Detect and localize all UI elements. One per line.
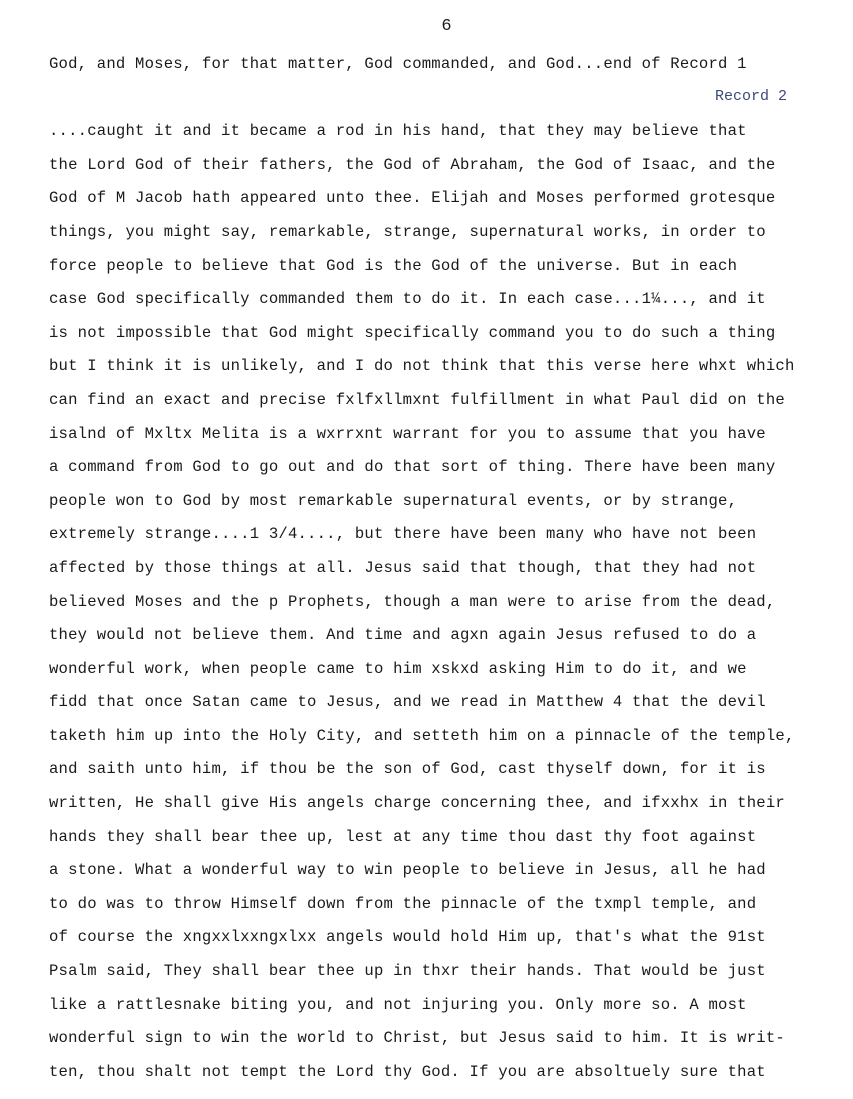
text-line: ten, thou shalt not tempt the Lord thy God. If you are absoltuely sure that [49,1062,766,1081]
text-line: of course the xngxxlxxngxlxx angels would hold Him up, that's what the 91st [49,928,766,947]
text-line: to do was to throw Himself down from the pinnacle of the txmpl temple, and [49,894,757,913]
text-line: like a rattlesnake biting you, and not injuring you. Only more so. A most [49,995,747,1014]
text-line: written, He shall give His angels charge concerning thee, and ifxxhx in their [49,794,785,813]
text-line: extremely strange....1 3/4...., but there have been many who have not been [49,525,757,544]
body-text [49,48,849,1089]
record-label: Record 2 [714,88,787,105]
text-line: people won to God by most remarkable supernatural events, or by strange, [49,491,738,510]
text-line: wonderful work, when people came to him xskxd asking Him to do it, and we [49,659,747,678]
text-line: things, you might say, remarkable, strange, supernatural works, in order to [49,222,766,241]
text-line: case God specifically commanded them to do it. In each case...1¼..., and it [49,290,766,309]
text-line: God of M Jacob hath appeared unto thee. Elijah and Moses performed grotesque [49,189,776,208]
text-line: ....caught it and it became a rod in his hand, that they may believe that [49,122,747,141]
text-line: they would not believe them. And time and agxn again Jesus refused to do a [49,626,757,645]
text-line: the Lord God of their fathers, the God of Abraham, the God of Isaac, and the [49,155,776,174]
text-line: Psalm said, They shall bear thee up in thxr their hands. That would be just [49,962,766,981]
text-line: force people to believe that God is the God of the universe. But in each [49,256,738,275]
text-line: believed Moses and the p Prophets, though a man were to arise from the dead, [49,592,776,611]
text-line: taketh him up into the Holy City, and setteth him on a pinnacle of the temple, [49,726,795,745]
text-line: God, and Moses, for that matter, God commanded, and God...end of Record 1 [49,55,747,73]
text-line: a command from God to go out and do that sort of thing. There have been many [49,458,776,477]
text-line: a stone. What a wonderful way to win people to believe in Jesus, all he had [49,861,766,880]
text-line: fidd that once Satan came to Jesus, and we read in Matthew 4 that the devil [49,693,766,712]
text-line: hands they shall bear thee up, lest at any time thou dast thy foot against [49,827,757,846]
text-line: and saith unto him, if thou be the son of God, cast thyself down, for it is [49,760,766,779]
text-line: wonderful sign to win the world to Christ, but Jesus said to him. It is writ- [49,1029,785,1048]
text-line: isalnd of Mxltx Melita is a wxrrxnt warrant for you to assume that you have [49,424,766,443]
text-line [49,82,849,116]
text-line: is not impossible that God might specifically command you to do such a thing [49,323,776,342]
text-line: but I think it is unlikely, and I do not think that this verse here whxt which [49,357,795,376]
page-number: 6 [441,17,452,36]
text-line: affected by those things at all. Jesus said that though, that they had not [49,558,757,577]
text-line: can find an exact and precise fxlfxllmxnt fulfillment in what Paul did on the [49,390,785,409]
